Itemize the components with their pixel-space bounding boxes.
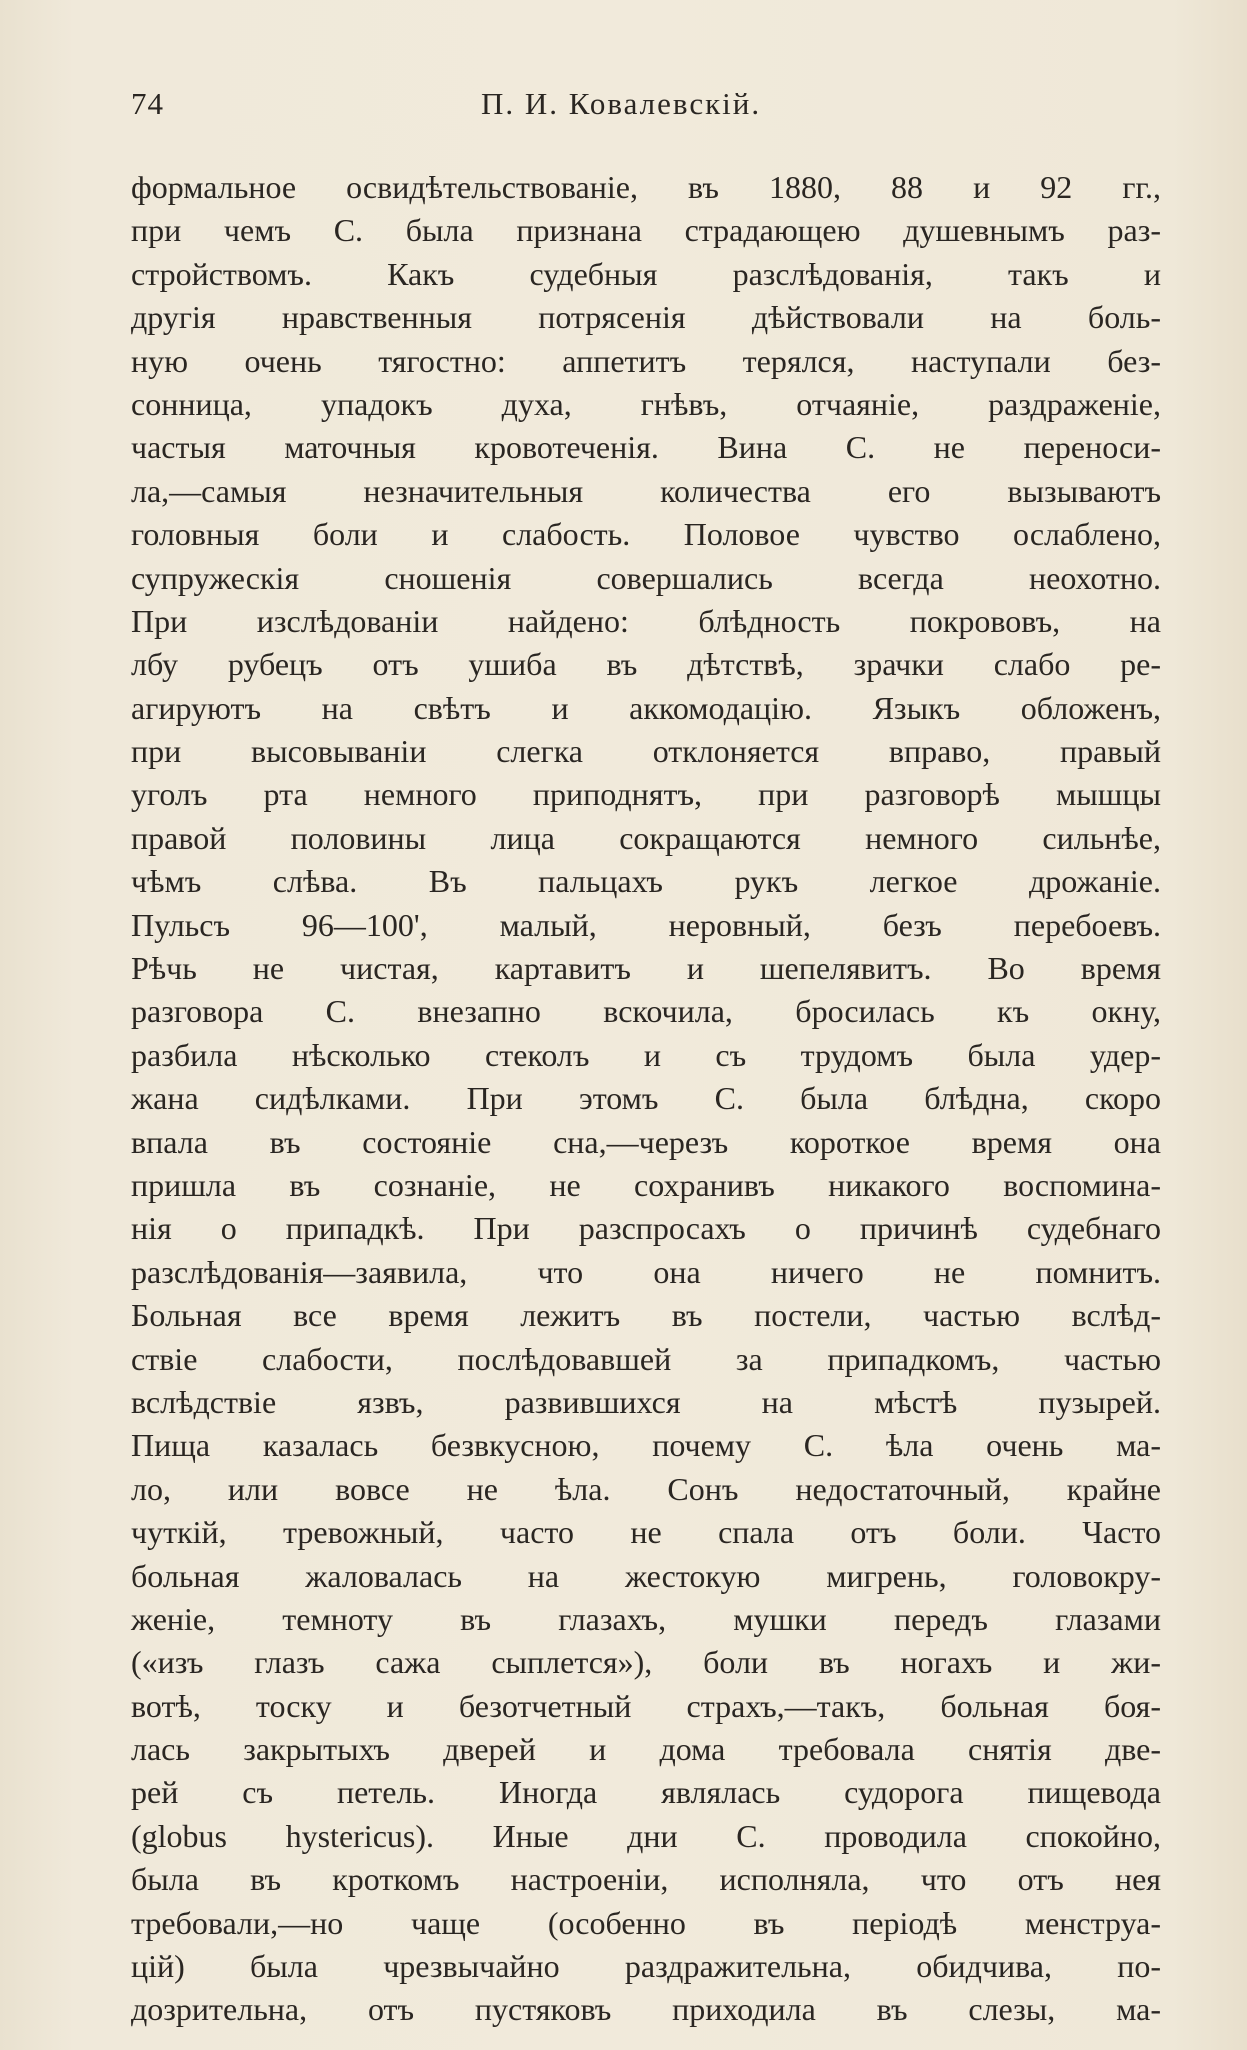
text-line: вслѣдствіе язвъ, развившихся на мѣстѣ пузырей. <box>131 1383 1161 1420</box>
page-number: 74 <box>131 86 164 121</box>
text-line: разговора С. внезапно вскочила, бросилась къ окну, <box>131 993 1161 1030</box>
text-line: разслѣдованія—заявила, что она ничего не помнитъ. <box>131 1253 1161 1290</box>
text-line: женіе, темноту въ глазахъ, мушки передъ глазами <box>131 1600 1161 1637</box>
text-line: при чемъ С. была признана страдающею душевнымъ раз- <box>131 212 1161 249</box>
text-line: формальное освидѣтельствованіе, въ 1880, 88 и 92 гг., <box>131 169 1161 205</box>
text-line: цій) была чрезвычайно раздражительна, обидчива, по- <box>131 1948 1161 1985</box>
text-line: требовали,—но чаще (особенно въ періодѣ менструа- <box>131 1904 1161 1941</box>
text-line: ла,—самыя незначительныя количества его вызываютъ <box>131 472 1161 509</box>
text-line: супружескія сношенія совершались всегда неохотно. <box>131 559 1161 596</box>
text-line: пришла въ сознаніе, не сохранивъ никакого воспомина- <box>131 1166 1161 1203</box>
text-line: при высовываніи слегка отклоняется вправо, правый <box>131 733 1161 770</box>
text-line: дозрительна, отъ пустяковъ приходила въ слезы, ма- <box>131 1991 1161 2028</box>
text-line: уголъ рта немного приподнятъ, при разговорѣ мышцы <box>131 776 1161 813</box>
text-line: агируютъ на свѣтъ и аккомодацію. Языкъ обложенъ, <box>131 689 1161 726</box>
body-text <box>131 166 1161 2032</box>
text-line: другія нравственныя потрясенія дѣйствовали на боль- <box>131 299 1161 336</box>
text-line: сонница, упадокъ духа, гнѣвъ, отчаяніе, раздраженіе, <box>131 385 1161 422</box>
text-line: вотѣ, тоску и безотчетный страхъ,—такъ, больная боя- <box>131 1687 1161 1724</box>
text-line: лбу рубецъ отъ ушиба въ дѣтствѣ, зрачки слабо ре- <box>131 646 1161 683</box>
text-line: больная жаловалась на жестокую мигрень, головокру- <box>131 1557 1161 1594</box>
text-line: головныя боли и слабость. Половое чувство ослаблено, <box>131 516 1161 553</box>
text-line: жана сидѣлками. При этомъ С. была блѣдна, скоро <box>131 1080 1161 1117</box>
text-line: впала въ состояніе сна,—черезъ короткое время она <box>131 1123 1161 1160</box>
text-line: Больная все время лежитъ въ постели, частью вслѣд- <box>131 1297 1161 1334</box>
text-line: рей съ петель. Иногда являлась судорога пищевода <box>131 1774 1161 1811</box>
running-head: П. И. Ковалевскій. <box>481 86 762 121</box>
text-line: («изъ глазъ сажа сыплется»), боли въ ногахъ и жи- <box>131 1644 1161 1681</box>
text-line: Пища казалась безвкусною, почему С. ѣла очень ма- <box>131 1427 1161 1464</box>
text-line: чѣмъ слѣва. Въ пальцахъ рукъ легкое дрожаніе. <box>131 863 1161 900</box>
text-line: была въ кроткомъ настроеніи, исполняла, что отъ нея <box>131 1861 1161 1898</box>
text-line: чуткій, тревожный, часто не спала отъ боли. Часто <box>131 1514 1161 1551</box>
text-line: ло, или вовсе не ѣла. Сонъ недостаточный, крайне <box>131 1470 1161 1507</box>
text-line: нія о припадкѣ. При разспросахъ о причинѣ судебнаго <box>131 1210 1161 1247</box>
text-line: (globus hystericus). Иные дни С. проводила спокойно, <box>131 1817 1161 1854</box>
text-line: разбила нѣсколько стеколъ и съ трудомъ была удер- <box>131 1036 1161 1073</box>
text-line: Пульсъ 96—100', малый, неровный, безъ перебоевъ. <box>131 906 1161 943</box>
text-line: лась закрытыхъ дверей и дома требовала снятія две- <box>131 1731 1161 1768</box>
text-line: частыя маточныя кровотеченія. Вина С. не переноси- <box>131 429 1161 466</box>
text-line: стройствомъ. Какъ судебныя разслѣдованія, такъ и <box>131 255 1161 292</box>
text-line: ствіе слабости, послѣдовавшей за припадкомъ, частью <box>131 1340 1161 1377</box>
page-header <box>131 86 1161 130</box>
text-line: Рѣчь не чистая, картавитъ и шепелявитъ. Во время <box>131 950 1161 987</box>
text-line: При изслѣдованіи найдено: блѣдность покрововъ, на <box>131 602 1161 639</box>
text-line: ную очень тягостно: аппетитъ терялся, наступали без- <box>131 342 1161 379</box>
text-line: правой половины лица сокращаются немного сильнѣе, <box>131 819 1161 856</box>
